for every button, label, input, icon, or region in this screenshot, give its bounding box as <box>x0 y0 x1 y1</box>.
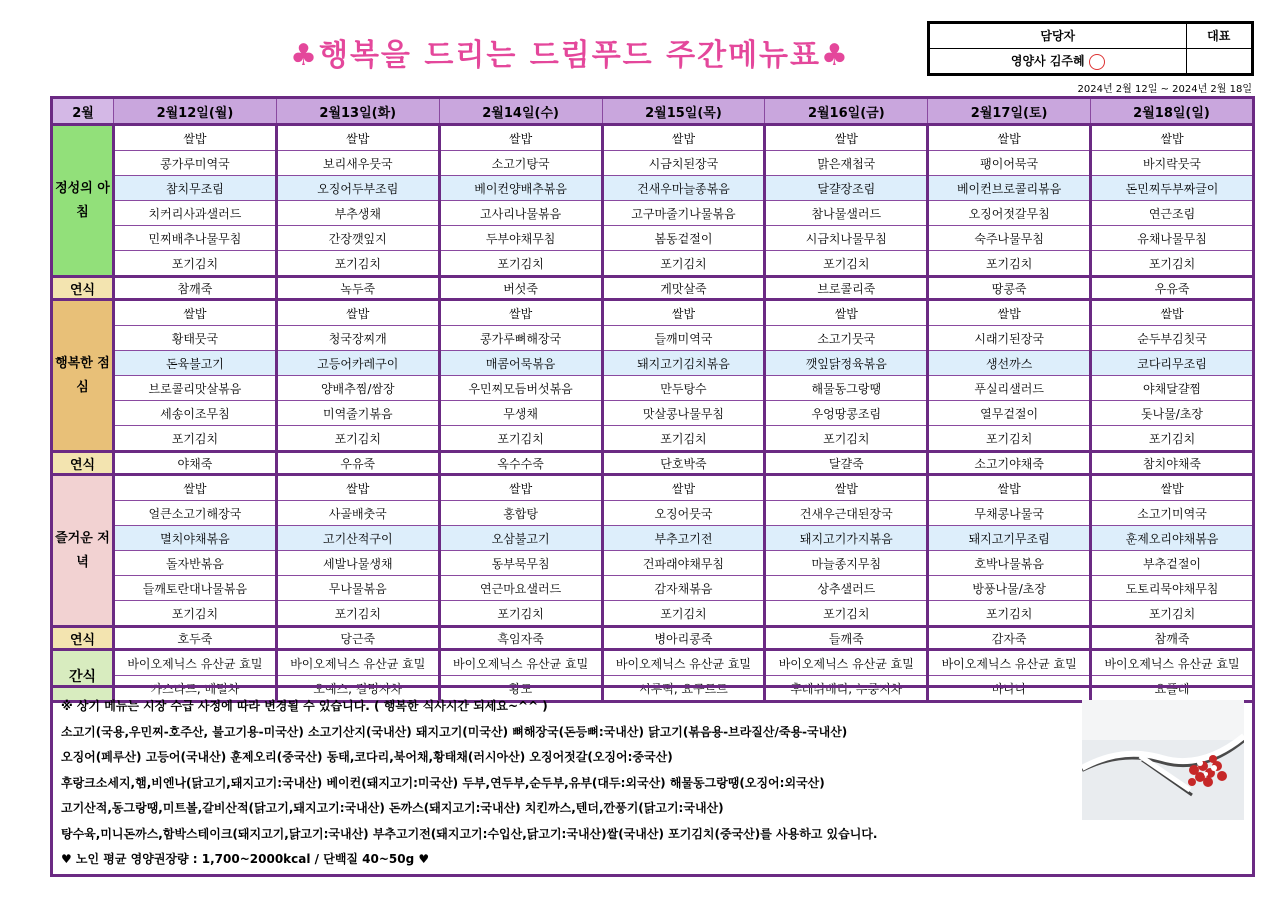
menu-item: 시금치된장국 <box>602 151 765 176</box>
menu-item: 고기산적구이 <box>276 526 439 551</box>
menu-item: 쌀밥 <box>765 300 928 326</box>
menu-item: 맑은재첩국 <box>765 151 928 176</box>
menu-item: 쌀밥 <box>1091 125 1254 151</box>
soft-food-item: 들깨죽 <box>765 627 928 650</box>
menu-item: 돗나물/초장 <box>1091 401 1254 426</box>
snack-item: 요플레 <box>1091 676 1254 702</box>
lunch-row <box>52 300 1254 326</box>
soft-food-item: 게맛살죽 <box>602 277 765 300</box>
approver-name: 영양사 김주혜 <box>1010 54 1085 69</box>
note-line: 후랑크소세지,햄,비엔나(닭고기,돼지고기:국내산) 베이컨(돼지고기:미국산) 두부,연두부,순두부,유부(대두:외국산) 해물동그랑땡(오징어:외국산) <box>61 775 825 790</box>
snack-item: 바나나 <box>928 676 1091 702</box>
menu-item: 얼큰소고기해장국 <box>114 501 277 526</box>
menu-item: 돼지고기김치볶음 <box>602 351 765 376</box>
menu-item: 돌자반볶음 <box>114 551 277 576</box>
menu-item: 상추샐러드 <box>765 576 928 601</box>
snack-item: 바이오제닉스 유산균 효밀 <box>765 650 928 676</box>
menu-item: 포기김치 <box>765 426 928 452</box>
soft-food-row <box>52 627 1254 650</box>
lunch-row <box>52 351 1254 376</box>
snack-item: 후레쉬베리, 누룽지차 <box>765 676 928 702</box>
menu-item: 시래기된장국 <box>928 326 1091 351</box>
soft-food-item: 병아리콩죽 <box>602 627 765 650</box>
menu-item: 건파래야채무침 <box>602 551 765 576</box>
menu-item: 무채콩나물국 <box>928 501 1091 526</box>
menu-item: 쌀밥 <box>276 475 439 501</box>
menu-item: 세발나물생채 <box>276 551 439 576</box>
menu-item: 쌀밥 <box>276 125 439 151</box>
menu-item: 멸치야채볶음 <box>114 526 277 551</box>
menu-item: 포기김치 <box>114 251 277 277</box>
weekly-menu-table <box>50 96 1255 703</box>
menu-item: 만두탕수 <box>602 376 765 401</box>
breakfast-row <box>52 201 1254 226</box>
menu-item: 팽이어묵국 <box>928 151 1091 176</box>
breakfast-row <box>52 125 1254 151</box>
menu-item: 포기김치 <box>1091 426 1254 452</box>
menu-item: 포기김치 <box>765 251 928 277</box>
menu-item: 포기김치 <box>928 251 1091 277</box>
menu-item: 소고기탕국 <box>439 151 602 176</box>
snack-item: 바이오제닉스 유산균 효밀 <box>928 650 1091 676</box>
menu-item: 간장깻잎지 <box>276 226 439 251</box>
menu-item: 포기김치 <box>276 251 439 277</box>
snack-item: 바이오제닉스 유산균 효밀 <box>276 650 439 676</box>
approval-box <box>927 21 1254 76</box>
menu-item: 치커리사과샐러드 <box>114 201 277 226</box>
menu-item: 베이컨브로콜리볶음 <box>928 176 1091 201</box>
menu-item: 포기김치 <box>1091 601 1254 627</box>
menu-item: 건새우근대된장국 <box>765 501 928 526</box>
lunch-row <box>52 326 1254 351</box>
menu-item: 소고기뭇국 <box>765 326 928 351</box>
note-line: 소고기(국용,우민찌-호주산, 불고기용-미국산) 소고기산지(국내산) 돼지고기(미국산) 뼈해장국(돈등뼈:국내산) 닭고기(볶음용-브라질산/죽용-국내산) <box>61 724 848 739</box>
menu-item: 깻잎닭정육볶음 <box>765 351 928 376</box>
date-range: 2024년 2월 12일 ~ 2024년 2월 18일 <box>1077 84 1252 95</box>
menu-item: 돈육불고기 <box>114 351 277 376</box>
dinner-label: 즐거운 저녁 <box>52 475 114 627</box>
menu-item: 유채나물무침 <box>1091 226 1254 251</box>
snowy-berries-photo <box>1082 700 1244 820</box>
menu-item: 무생채 <box>439 401 602 426</box>
lunch-row <box>52 376 1254 401</box>
soft-food-item: 참치야채죽 <box>1091 452 1254 475</box>
snack-item: 바이오제닉스 유산균 효밀 <box>114 650 277 676</box>
menu-item: 홍합탕 <box>439 501 602 526</box>
menu-item: 쌀밥 <box>602 475 765 501</box>
snack-item: 카스타드, 메밀차 <box>114 676 277 702</box>
menu-item: 쌀밥 <box>928 125 1091 151</box>
menu-item: 건새우마늘종볶음 <box>602 176 765 201</box>
menu-item: 달걀장조림 <box>765 176 928 201</box>
menu-item: 쌀밥 <box>439 475 602 501</box>
menu-item: 매콤어묵볶음 <box>439 351 602 376</box>
breakfast-row <box>52 251 1254 277</box>
menu-item: 푸실리샐러드 <box>928 376 1091 401</box>
soft-food-item: 우유죽 <box>276 452 439 475</box>
menu-item: 포기김치 <box>602 251 765 277</box>
menu-item: 부추겉절이 <box>1091 551 1254 576</box>
menu-item: 호박나물볶음 <box>928 551 1091 576</box>
menu-item: 고사리나물볶음 <box>439 201 602 226</box>
snack-item: 바이오제닉스 유산균 효밀 <box>439 650 602 676</box>
soft-food-item: 버섯죽 <box>439 277 602 300</box>
menu-item: 오징어두부조림 <box>276 176 439 201</box>
menu-item: 해물동그랑땡 <box>765 376 928 401</box>
menu-item: 쌀밥 <box>1091 300 1254 326</box>
menu-item: 쌀밥 <box>114 300 277 326</box>
menu-item: 연근마요샐러드 <box>439 576 602 601</box>
menu-item: 부추고기전 <box>602 526 765 551</box>
menu-item: 황태뭇국 <box>114 326 277 351</box>
menu-item: 쌀밥 <box>439 125 602 151</box>
note-line: 탕수육,미니돈까스,함박스테이크(돼지고기,닭고기:국내산) 부추고기전(돼지고기:수입산,닭고기:국내산)쌀(국내산) 포기김치(중국산)를 사용하고 있습니다. <box>61 826 878 841</box>
menu-item: 봄동겉절이 <box>602 226 765 251</box>
menu-item: 들깨미역국 <box>602 326 765 351</box>
soft-food-item: 흑임자죽 <box>439 627 602 650</box>
menu-item: 포기김치 <box>439 426 602 452</box>
menu-item: 포기김치 <box>602 601 765 627</box>
menu-item: 들깨토란대나물볶음 <box>114 576 277 601</box>
menu-item: 쌀밥 <box>439 300 602 326</box>
day-header: 2월12일(월) <box>114 98 277 125</box>
snack-item: 오예스, 결명자차 <box>276 676 439 702</box>
menu-item: 바지락뭇국 <box>1091 151 1254 176</box>
menu-item: 포기김치 <box>276 601 439 627</box>
soft-food-item: 참깨죽 <box>114 277 277 300</box>
snack-item: 바이오제닉스 유산균 효밀 <box>1091 650 1254 676</box>
menu-item: 연근조림 <box>1091 201 1254 226</box>
breakfast-row <box>52 176 1254 201</box>
menu-item: 맛살콩나물무침 <box>602 401 765 426</box>
menu-item: 미역줄기볶음 <box>276 401 439 426</box>
menu-item: 양배추찜/쌈장 <box>276 376 439 401</box>
lunch-label: 행복한 점심 <box>52 300 114 452</box>
menu-item: 오삼불고기 <box>439 526 602 551</box>
month-header: 2월 <box>52 98 114 125</box>
menu-item: 포기김치 <box>1091 251 1254 277</box>
dinner-row <box>52 475 1254 501</box>
menu-item: 돈민찌두부짜글이 <box>1091 176 1254 201</box>
menu-item: 참치무조림 <box>114 176 277 201</box>
menu-item: 포기김치 <box>765 601 928 627</box>
menu-item: 브로콜리맛살볶음 <box>114 376 277 401</box>
menu-item: 포기김치 <box>928 426 1091 452</box>
lunch-row <box>52 401 1254 426</box>
menu-item: 포기김치 <box>439 601 602 627</box>
menu-item: 코다리무조림 <box>1091 351 1254 376</box>
menu-item: 순두부김칫국 <box>1091 326 1254 351</box>
menu-item: 마늘종지무침 <box>765 551 928 576</box>
notes-box <box>50 685 1255 877</box>
menu-item: 쌀밥 <box>1091 475 1254 501</box>
menu-item: 포기김치 <box>114 601 277 627</box>
breakfast-label: 정성의 아침 <box>52 125 114 277</box>
menu-item: 소고기미역국 <box>1091 501 1254 526</box>
soft-food-label: 연식 <box>52 277 114 300</box>
soft-food-label: 연식 <box>52 452 114 475</box>
header-row <box>52 98 1254 125</box>
menu-item: 민찌배추나물무침 <box>114 226 277 251</box>
soft-food-item: 소고기야채죽 <box>928 452 1091 475</box>
menu-item: 쌀밥 <box>928 475 1091 501</box>
soft-food-label: 연식 <box>52 627 114 650</box>
note-line: 오징어(페루산) 고등어(국내산) 훈제오리(중국산) 동태,코다리,북어채,황태채(러시아산) 오징어젓갈(오징어:중국산) <box>61 750 673 764</box>
menu-item: 생선까스 <box>928 351 1091 376</box>
soft-food-row <box>52 452 1254 475</box>
menu-item: 베이컨양배추볶음 <box>439 176 602 201</box>
soft-food-item: 당근죽 <box>276 627 439 650</box>
menu-item: 포기김치 <box>602 426 765 452</box>
menu-item: 돼지고기가지볶음 <box>765 526 928 551</box>
menu-item: 쌀밥 <box>928 300 1091 326</box>
soft-food-item: 우유죽 <box>1091 277 1254 300</box>
day-header: 2월18일(일) <box>1091 98 1254 125</box>
day-header: 2월15일(목) <box>602 98 765 125</box>
day-header: 2월14일(수) <box>439 98 602 125</box>
soft-food-item: 야채죽 <box>114 452 277 475</box>
note-line: ※ 상기 메뉴는 시장 수급 사정에 따라 변경될 수 있습니다. ( 행복한 식사시간 되세요~^^ ) <box>61 699 548 713</box>
menu-item: 포기김치 <box>114 426 277 452</box>
menu-item: 사골배춧국 <box>276 501 439 526</box>
breakfast-row <box>52 151 1254 176</box>
menu-item: 콩가루뼈해장국 <box>439 326 602 351</box>
menu-item: 우엉땅콩조림 <box>765 401 928 426</box>
soft-food-item: 녹두죽 <box>276 277 439 300</box>
menu-item: 보리새우뭇국 <box>276 151 439 176</box>
menu-item: 쌀밥 <box>765 125 928 151</box>
menu-item: 포기김치 <box>276 426 439 452</box>
menu-item: 돼지고기무조림 <box>928 526 1091 551</box>
soft-food-row <box>52 277 1254 300</box>
soft-food-item: 브로콜리죽 <box>765 277 928 300</box>
approver-sign-cell <box>1186 48 1252 73</box>
menu-item: 콩가루미역국 <box>114 151 277 176</box>
menu-item: 세송이조무침 <box>114 401 277 426</box>
dinner-row <box>52 576 1254 601</box>
day-header: 2월17일(토) <box>928 98 1091 125</box>
menu-item: 고등어카레구이 <box>276 351 439 376</box>
menu-item: 쌀밥 <box>765 475 928 501</box>
dinner-row <box>52 551 1254 576</box>
snack-label: 간식 <box>52 650 114 702</box>
soft-food-item: 단호박죽 <box>602 452 765 475</box>
soft-food-item: 감자죽 <box>928 627 1091 650</box>
menu-item: 부추생채 <box>276 201 439 226</box>
snack-item: 황도 <box>439 676 602 702</box>
menu-item: 야채달걀찜 <box>1091 376 1254 401</box>
approver-header-2: 대표 <box>1186 24 1252 49</box>
menu-item: 열무겉절이 <box>928 401 1091 426</box>
note-line: ♥ 노인 평균 영양권장량 : 1,700~2000kcal / 단백질 40~50g ♥ <box>61 852 430 866</box>
day-header: 2월16일(금) <box>765 98 928 125</box>
menu-item: 쌀밥 <box>276 300 439 326</box>
menu-item: 무나물볶음 <box>276 576 439 601</box>
menu-item: 동부묵무침 <box>439 551 602 576</box>
menu-item: 방풍나물/초장 <box>928 576 1091 601</box>
approver-name-cell <box>930 48 1187 73</box>
menu-item: 감자채볶음 <box>602 576 765 601</box>
soft-food-item: 달걀죽 <box>765 452 928 475</box>
menu-item: 시금치나물무침 <box>765 226 928 251</box>
menu-item: 청국장찌개 <box>276 326 439 351</box>
note-line: 고기산적,동그랑땡,미트볼,갈비산적(닭고기,돼지고기:국내산) 돈까스(돼지고기:국내산) 치킨까스,텐더,깐풍기(닭고기:국내산) <box>61 801 724 815</box>
menu-item: 두부야채무침 <box>439 226 602 251</box>
day-header: 2월13일(화) <box>276 98 439 125</box>
seal-icon <box>1089 54 1105 70</box>
menu-item: 포기김치 <box>439 251 602 277</box>
dinner-row <box>52 601 1254 627</box>
dinner-row <box>52 501 1254 526</box>
menu-item: 쌀밥 <box>114 475 277 501</box>
menu-item: 오징어젓갈무침 <box>928 201 1091 226</box>
menu-item: 훈제오리야채볶음 <box>1091 526 1254 551</box>
snack-item: 시루떡, 요구르트 <box>602 676 765 702</box>
menu-item: 포기김치 <box>928 601 1091 627</box>
soft-food-item: 참깨죽 <box>1091 627 1254 650</box>
dinner-row <box>52 526 1254 551</box>
soft-food-item: 호두죽 <box>114 627 277 650</box>
menu-item: 숙주나물무침 <box>928 226 1091 251</box>
soft-food-item: 옥수수죽 <box>439 452 602 475</box>
snack-item: 바이오제닉스 유산균 효밀 <box>602 650 765 676</box>
lunch-row <box>52 426 1254 452</box>
menu-item: 오징어뭇국 <box>602 501 765 526</box>
snack-row <box>52 650 1254 676</box>
menu-item: 참나물샐러드 <box>765 201 928 226</box>
page-title: ♣행복을 드리는 드림푸드 주간메뉴표♣ <box>290 38 850 73</box>
menu-item: 쌀밥 <box>114 125 277 151</box>
menu-item: 도토리묵야채무침 <box>1091 576 1254 601</box>
approver-header-1: 담당자 <box>930 24 1187 49</box>
menu-item: 고구마줄기나물볶음 <box>602 201 765 226</box>
menu-item: 우민찌모듬버섯볶음 <box>439 376 602 401</box>
menu-item: 쌀밥 <box>602 125 765 151</box>
menu-item: 쌀밥 <box>602 300 765 326</box>
breakfast-row <box>52 226 1254 251</box>
soft-food-item: 땅콩죽 <box>928 277 1091 300</box>
